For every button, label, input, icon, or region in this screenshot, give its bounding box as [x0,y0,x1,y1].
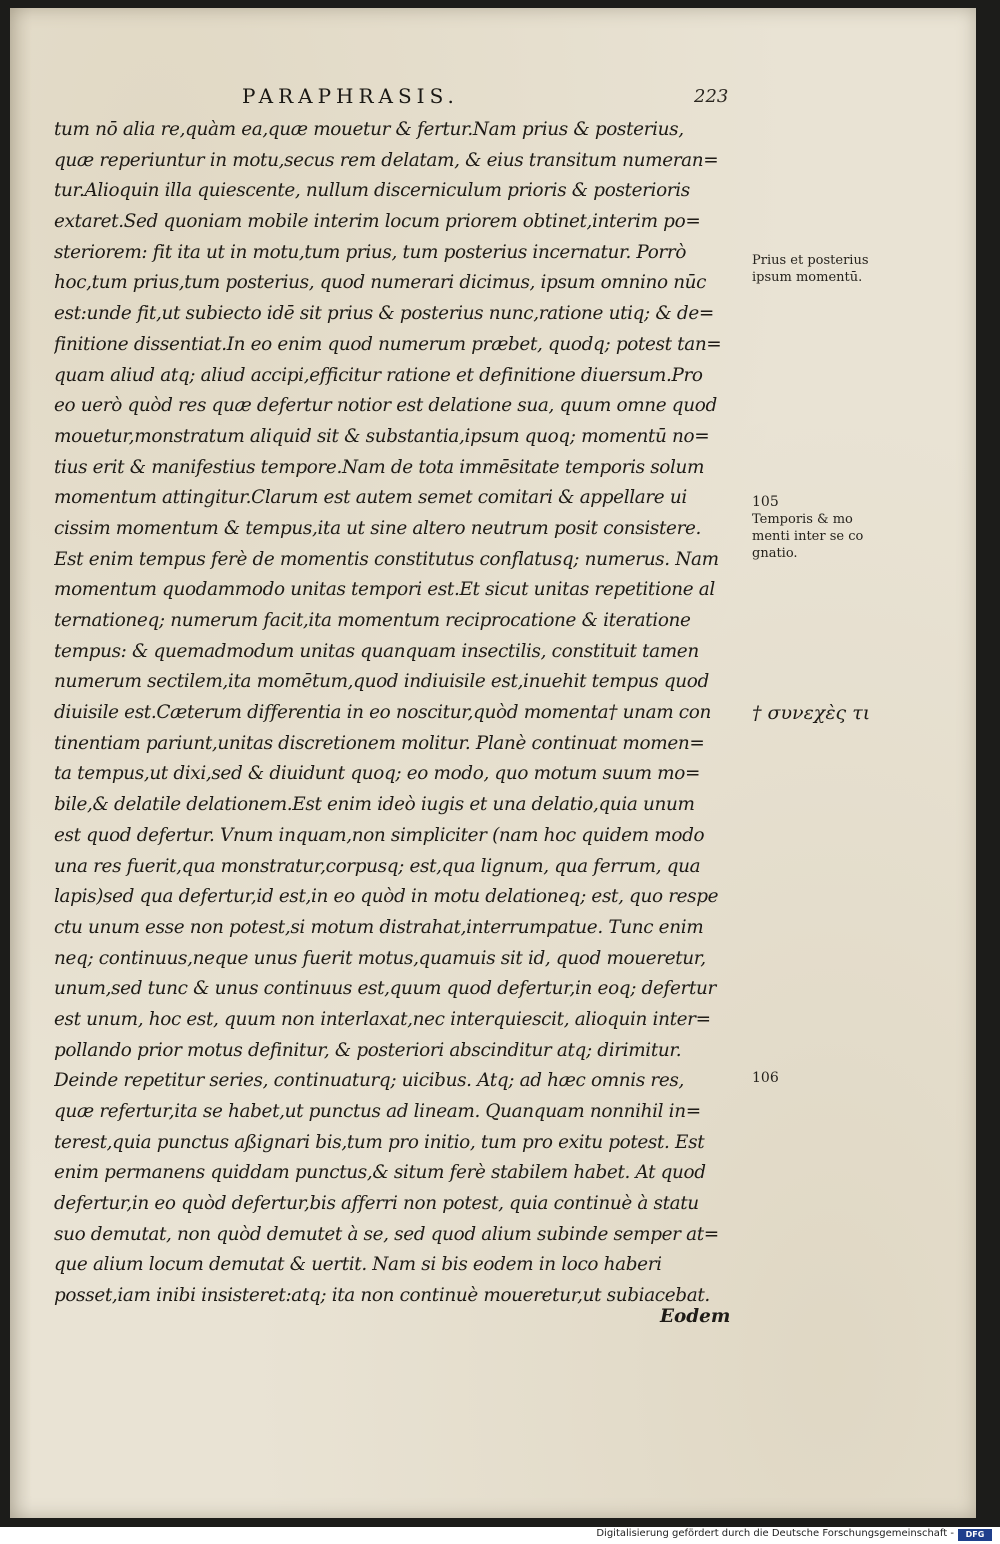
text-line: neq; continuus,neque unus fuerit motus,quamuis sit id, quod moueretur, [54,947,706,969]
text-line: quæ refertur,ita se habet,ut punctus ad lineam. Quanquam nonnihil in= [54,1101,701,1122]
margin-note-line: Prius et posterius [752,253,869,268]
margin-note-prius-posterius [752,252,869,286]
text-line: defertur,in eo quòd defertur,bis afferri non potest, quia continuè à statu [54,1193,699,1215]
text-line: unum,sed tunc & unus continuus est,quum quod defertur,in eoq; defertur [54,978,716,1000]
text-line: enim permanens quiddam punctus,& situm ferè stabilem habet. At quod [54,1162,706,1184]
margin-note-line: menti inter se co [752,529,864,544]
text-line: posset,iam inibi insisteret:atq; ita non continuè moueretur,ut subiacebat. [54,1285,710,1307]
text-line: est unum, hoc est, quum non interlaxat,nec interquiescit, alioquin inter= [54,1008,711,1030]
page-number: 223 [694,86,729,107]
catchword: Eodem [660,1306,731,1327]
text-line: Deinde repetitur series, continuaturq; uicibus. Atq; ad hæc omnis res, [54,1070,684,1092]
text-line: mouetur,monstratum aliquid sit & substantia,ipsum quoq; momentū no= [54,425,710,447]
margin-note-line: Temporis & mo [752,512,853,527]
dfg-logo: DFG [958,1529,992,1541]
funding-notice: Digitalisierung gefördert durch die Deutsche Forschungsgemeinschaft - [596,1528,954,1539]
text-line: lapis)sed qua defertur,id est,in eo quòd in motu delationeq; est, quo respe [54,886,719,908]
book-page [10,8,976,1518]
main-text-block [54,115,744,1312]
page-header [10,84,976,114]
text-line: hoc,tum prius,tum posterius, quod numerari dicimus, ipsum omnino nūc [54,272,707,294]
text-line: extaret.Sed quoniam mobile interim locum priorem obtinet,interim po= [54,211,701,233]
text-line: que alium locum demutat & uertit. Nam si bis eodem in loco haberi [54,1254,662,1276]
text-line: tinentiam pariunt,unitas discretionem molitur. Planè continuat momen= [54,732,705,754]
margin-note-line: ipsum momentū. [752,270,863,285]
text-line: finitione dissentiat.In eo enim quod numerum præbet, quodq; potest tan= [54,333,722,355]
text-line: est quod defertur. Vnum inquam,non simpliciter (nam hoc quidem modo [54,824,705,846]
text-line: terest,quia punctus aßignari bis,tum pro initio, tum pro exitu potest. Est [54,1131,705,1153]
text-line: steriorem: fit ita ut in motu,tum prius, tum posterius incernatur. Porrò [54,241,687,263]
text-line: tius erit & manifestius tempore.Nam de tota immēsitate temporis solum [54,456,705,478]
text-line: ctu unum esse non potest,si motum distrahat,interrumpatue. Tunc enim [54,916,704,938]
text-line: pollando prior motus definitur, & posteriori abscinditur atq; dirimitur. [54,1039,682,1061]
text-line: quæ reperiuntur in motu,secus rem delatam, & eius transitum numeran= [54,149,719,171]
text-line: momentum attingitur.Clarum est autem semet comitari & appellare ui [54,487,687,509]
text-line: ternationeq; numerum facit,ita momentum reciprocatione & iteratione [54,610,691,631]
text-line: tempus: & quemadmodum unitas quanquam insectilis, constituit tamen [54,640,699,662]
text-line: diuisile est.Cæterum differentia in eo noscitur,quòd momenta† unam con [54,702,711,724]
margin-section-number: 106 [752,1070,779,1086]
text-line: una res fuerit,qua monstratur,corpusq; est,qua lignum, qua ferrum, qua [54,855,701,877]
text-line: momentum quodammodo unitas tempori est.Et sicut unitas repetitione al [54,579,715,601]
text-line: ta tempus,ut dixi,sed & diuidunt quoq; eo modo, quo motum suum mo= [54,763,701,785]
running-title: PARAPHRASIS. [242,84,459,108]
text-line: cissim momentum & tempus,ita ut sine altero neutrum posit consistere. [54,517,702,539]
text-line: tum nō alia re,quàm ea,quæ mouetur & fertur.Nam prius & posterius, [54,119,684,140]
margin-note-temporis [752,511,863,562]
text-line: Est enim tempus ferè de momentis constitutus conflatusq; numerus. Nam [54,548,719,570]
footer-bar [0,1527,1000,1544]
margin-section-number: 105 [752,494,779,510]
margin-note-line: gnatio. [752,546,798,561]
text-line: bile,& delatile delationem.Est enim ideò iugis et una delatio,quia unum [54,794,695,816]
margin-greek-note: † συνεχὲς τι [752,702,871,724]
text-line: suo demutat, non quòd demutet à se, sed quod alium subinde semper at= [54,1223,719,1245]
text-line: eo uerò quòd res quæ defertur notior est delatione sua, quum omne quod [54,395,717,417]
text-line: est:unde fit,ut subiecto idē sit prius & posterius nunc,ratione utiq; & de= [54,303,714,325]
text-line: quam aliud atq; aliud accipi,efficitur ratione et definitione diuersum.Pro [54,364,703,386]
text-line: numerum sectilem,ita momētum,quod indiuisile est,inuehit tempus quod [54,671,709,693]
text-line: tur.Alioquin illa quiescente, nullum discerniculum prioris & posterioris [54,180,690,202]
